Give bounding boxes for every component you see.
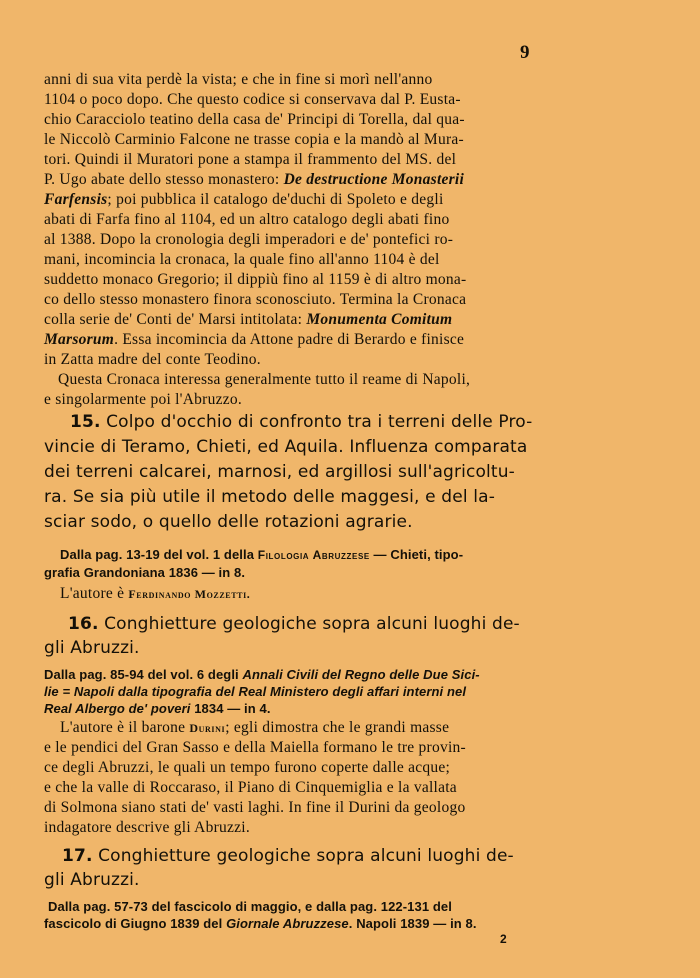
source-line (44, 700, 271, 717)
text-fragment: 1834 — in 4. (194, 701, 271, 716)
text-fragment: Dalla pag. 85-94 del vol. 6 degli (44, 667, 239, 682)
text-fragment: . Essa incomincia da Attone padre di Berardo e finisce (114, 331, 465, 348)
text-fragment: L'autore è il barone (60, 719, 186, 736)
entry-title-line: gli Abruzzi. (44, 638, 140, 658)
entry-title-line: ra. Se sia più utile il metodo delle maggesi, e del la- (44, 487, 495, 507)
text-line: e che la valle di Roccaraso, il Piano di Cinquemiglia e la vallata (44, 779, 457, 796)
entry-title-line (62, 844, 514, 868)
author-line (60, 584, 250, 604)
source-line (44, 915, 477, 932)
text-line (44, 310, 452, 330)
text-fragment: — Chieti, tipo- (373, 547, 464, 562)
author-name: Durini (189, 721, 226, 735)
text-fragment: fascicolo di Giugno 1839 del (44, 916, 223, 931)
journal-name: Giornale Abruzzese (226, 916, 349, 931)
text-line: in Zatta madre del conte Teodino. (44, 351, 261, 368)
page-number: 9 (520, 42, 530, 63)
signature-mark: 2 (500, 932, 507, 946)
entry-title-text: Conghietture geologiche sopra alcuni luoghi de- (98, 846, 514, 866)
entry-title-text: Conghietture geologiche sopra alcuni luoghi de- (104, 614, 520, 634)
text-line: suddetto monaco Gregorio; il dippiù fino al 1159 è di altro mona- (44, 271, 467, 288)
journal-name: Filologia Abruzzese (257, 548, 370, 562)
text-fragment: ; egli dimostra che le grandi masse (225, 719, 450, 736)
text-line: 1104 o poco dopo. Che questo codice si conservava dal P. Eusta- (44, 91, 461, 108)
text-line: Questa Cronaca interessa generalmente tutto il reame di Napoli, (58, 371, 471, 388)
entry-title-line: sciar sodo, o quello delle rotazioni agrarie. (44, 512, 413, 532)
source-line (44, 666, 480, 683)
entry-title-line: dei terreni calcarei, marnosi, ed argillosi sull'agricoltu- (44, 462, 515, 482)
source-line: Dalla pag. 57-73 del fascicolo di maggio, e dalla pag. 122-131 del (48, 899, 452, 914)
text-line: abati di Farfa fino al 1104, ed un altro catalogo degli abati fino (44, 211, 450, 228)
text-line: ce degli Abruzzi, le quali un tempo furono coperte dalle acque; (44, 759, 451, 776)
text-fragment: . Napoli 1839 — in 8. (348, 916, 477, 931)
italic-title: Farfensis (44, 191, 108, 208)
text-line (44, 170, 464, 190)
text-line (60, 718, 449, 738)
text-line: chio Caracciolo teatino della casa de' Principi di Torella, dal qua- (44, 111, 465, 128)
text-line: le Niccolò Carminio Falcone ne trasse copia e la mandò al Mura- (44, 131, 464, 148)
text-fragment: P. Ugo abate dello stesso monastero: (44, 171, 280, 188)
text-line: mani, incomincia la cronaca, la quale fino all'anno 1104 è del (44, 251, 440, 268)
entry-title-line (68, 612, 520, 636)
entry-title-line (70, 410, 532, 434)
text-line: e le pendici del Gran Sasso e della Maiella formano le tre provin- (44, 739, 466, 756)
entry-title-line: vincie di Teramo, Chieti, ed Aquila. Influenza comparata (44, 437, 528, 457)
text-line: tori. Quindi il Muratori pone a stampa il frammento del MS. del (44, 151, 457, 168)
journal-name: Annali Civili del Regno delle Due Sici- (242, 667, 480, 682)
text-line (44, 190, 444, 210)
italic-title: De destructione Monasterii (283, 171, 465, 188)
entry-number: 15. (70, 412, 101, 432)
text-line: al 1388. Dopo la cronologia degli imperadori e de' pontefici ro- (44, 231, 454, 248)
text-line (44, 330, 464, 350)
entry-number: 17. (62, 846, 93, 866)
text-line: indagatore descrive gli Abruzzi. (44, 819, 250, 836)
text-fragment: ; poi pubblica il catalogo de'duchi di Spoleto e degli (107, 191, 444, 208)
text-line: di Solmona siano stati de' vasti laghi. In fine il Durini da geologo (44, 799, 466, 816)
italic-title: Marsorum (44, 331, 115, 348)
text-line: co dello stesso monastero finora sconosciuto. Termina la Cronaca (44, 291, 467, 308)
text-line: e singolarmente poi l'Abruzzo. (44, 391, 242, 408)
source-line: grafia Grandoniana 1836 — in 8. (44, 565, 246, 580)
source-line: lie = Napoli dalla tipografia del Real Ministero degli affari interni nel (44, 684, 467, 699)
text-line: anni di sua vita perdè la vista; e che in fine si morì nell'anno (44, 71, 433, 88)
text-fragment: colla serie de' Conti de' Marsi intitolata: (44, 311, 303, 328)
text-fragment: Dalla pag. 13-19 del vol. 1 della (60, 547, 255, 562)
entry-title-line: gli Abruzzi. (44, 870, 140, 890)
text-fragment: Real Albergo de' poveri (44, 701, 191, 716)
author-name: Ferdinando Mozzetti. (128, 587, 251, 601)
italic-title: Monumenta Comitum (306, 311, 453, 328)
source-line (60, 546, 463, 564)
text-fragment: L'autore è (60, 585, 125, 602)
entry-title-text: Colpo d'occhio di confronto tra i terreni delle Pro- (106, 412, 533, 432)
entry-number: 16. (68, 614, 99, 634)
